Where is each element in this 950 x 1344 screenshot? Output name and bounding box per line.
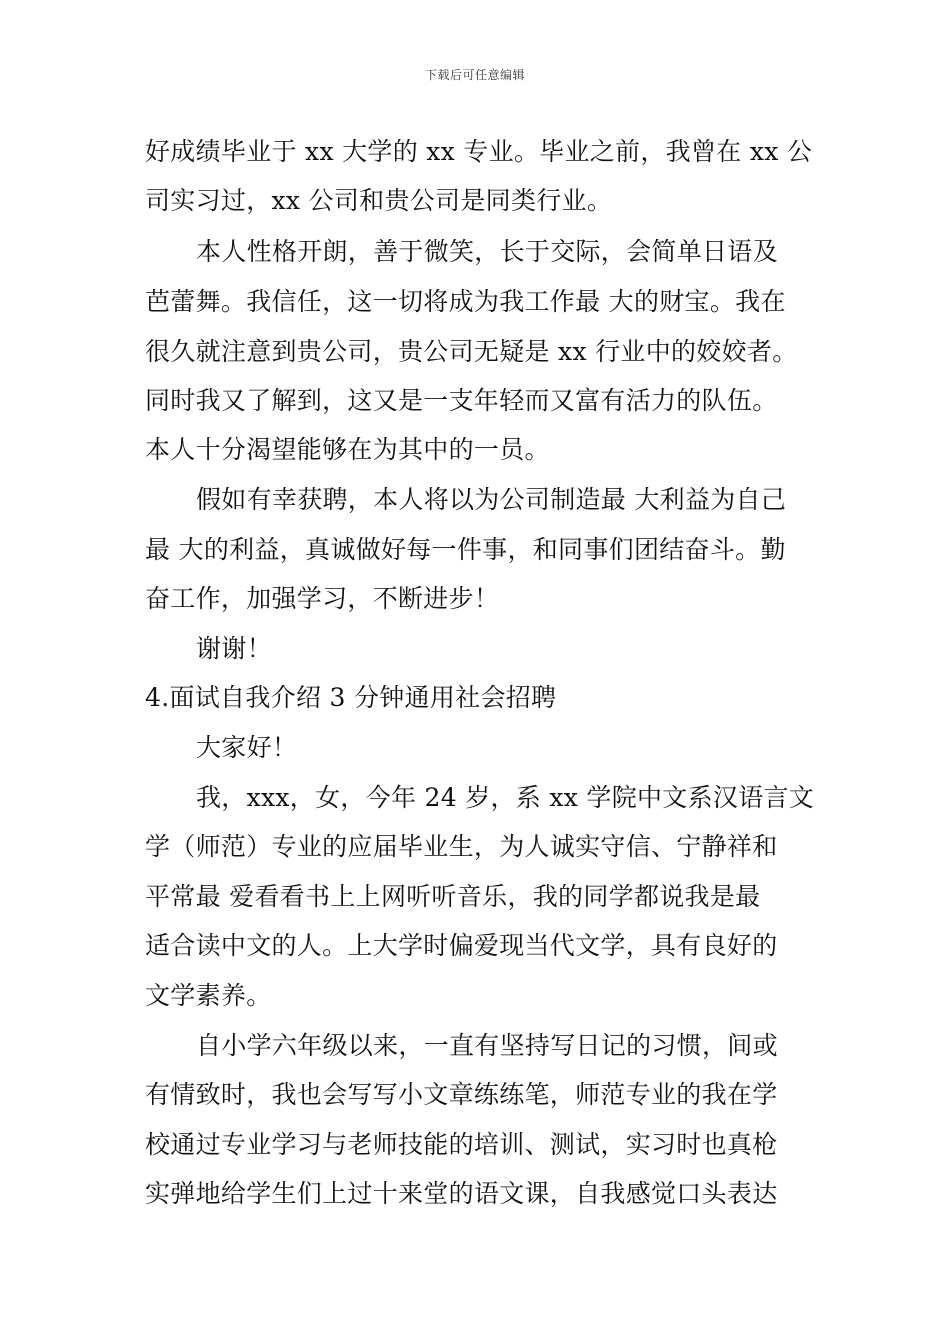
paragraph-line: 我，xxx，女，今年 24 岁，系 xx 学院中文系汉语言文 (196, 783, 815, 812)
paragraph-line: 学（师范）专业的应届毕业生，为人诚实守信、宁静祥和 (145, 832, 778, 861)
paragraph-line: 芭蕾舞。我信任，这一切将成为我工作最 大的财宝。我在 (145, 287, 786, 316)
paragraph-line: 实弹地给学生们上过十来堂的语文课，自我感觉口头表达 (145, 1179, 778, 1208)
paragraph-line: 司实习过，xx 公司和贵公司是同类行业。 (145, 186, 613, 215)
header-note: 下载后可任意编辑 (424, 68, 525, 82)
paragraph-line: 最 大的利益，真诚做好每一件事，和同事们团结奋斗。勤 (145, 535, 786, 564)
paragraph-line: 平常最 爱看看书上上网听听音乐，我的同学都说我是最 (145, 882, 761, 911)
section-heading: 4.面试自我介绍 3 分钟通用社会招聘 (145, 683, 557, 712)
paragraph-line: 奋工作，加强学习，不断进步！ (145, 584, 500, 613)
paragraph-line: 本人性格开朗，善于微笑，长于交际，会简单日语及 (196, 237, 778, 266)
paragraph-line: 很久就注意到贵公司，贵公司无疑是 xx 行业中的姣姣者。 (145, 337, 798, 366)
paragraph-line: 适合读中文的人。上大学时偏爱现当代文学，具有良好的 (145, 931, 778, 960)
greeting-line: 大家好！ (196, 733, 298, 762)
paragraph-line: 假如有幸获聘，本人将以为公司制造最 大利益为自己 (196, 485, 787, 514)
paragraph-line: 好成绩毕业于 xx 大学的 xx 专业。毕业之前，我曾在 xx 公 (145, 137, 813, 166)
paragraph-line: 同时我又了解到，这又是一支年轻而又富有活力的队伍。 (145, 386, 778, 415)
paragraph-line: 本人十分渴望能够在为其中的一员。 (145, 435, 550, 464)
paragraph-line: 有情致时，我也会写写小文章练练笔，师范专业的我在学 (145, 1080, 778, 1109)
paragraph-line: 校通过专业学习与老师技能的培训、测试，实习时也真枪 (145, 1130, 778, 1159)
paragraph-line: 自小学六年级以来，一直有坚持写日记的习惯，间或 (196, 1031, 778, 1060)
paragraph-line: 文学素养。 (145, 981, 272, 1010)
closing-line: 谢谢！ (196, 634, 272, 663)
